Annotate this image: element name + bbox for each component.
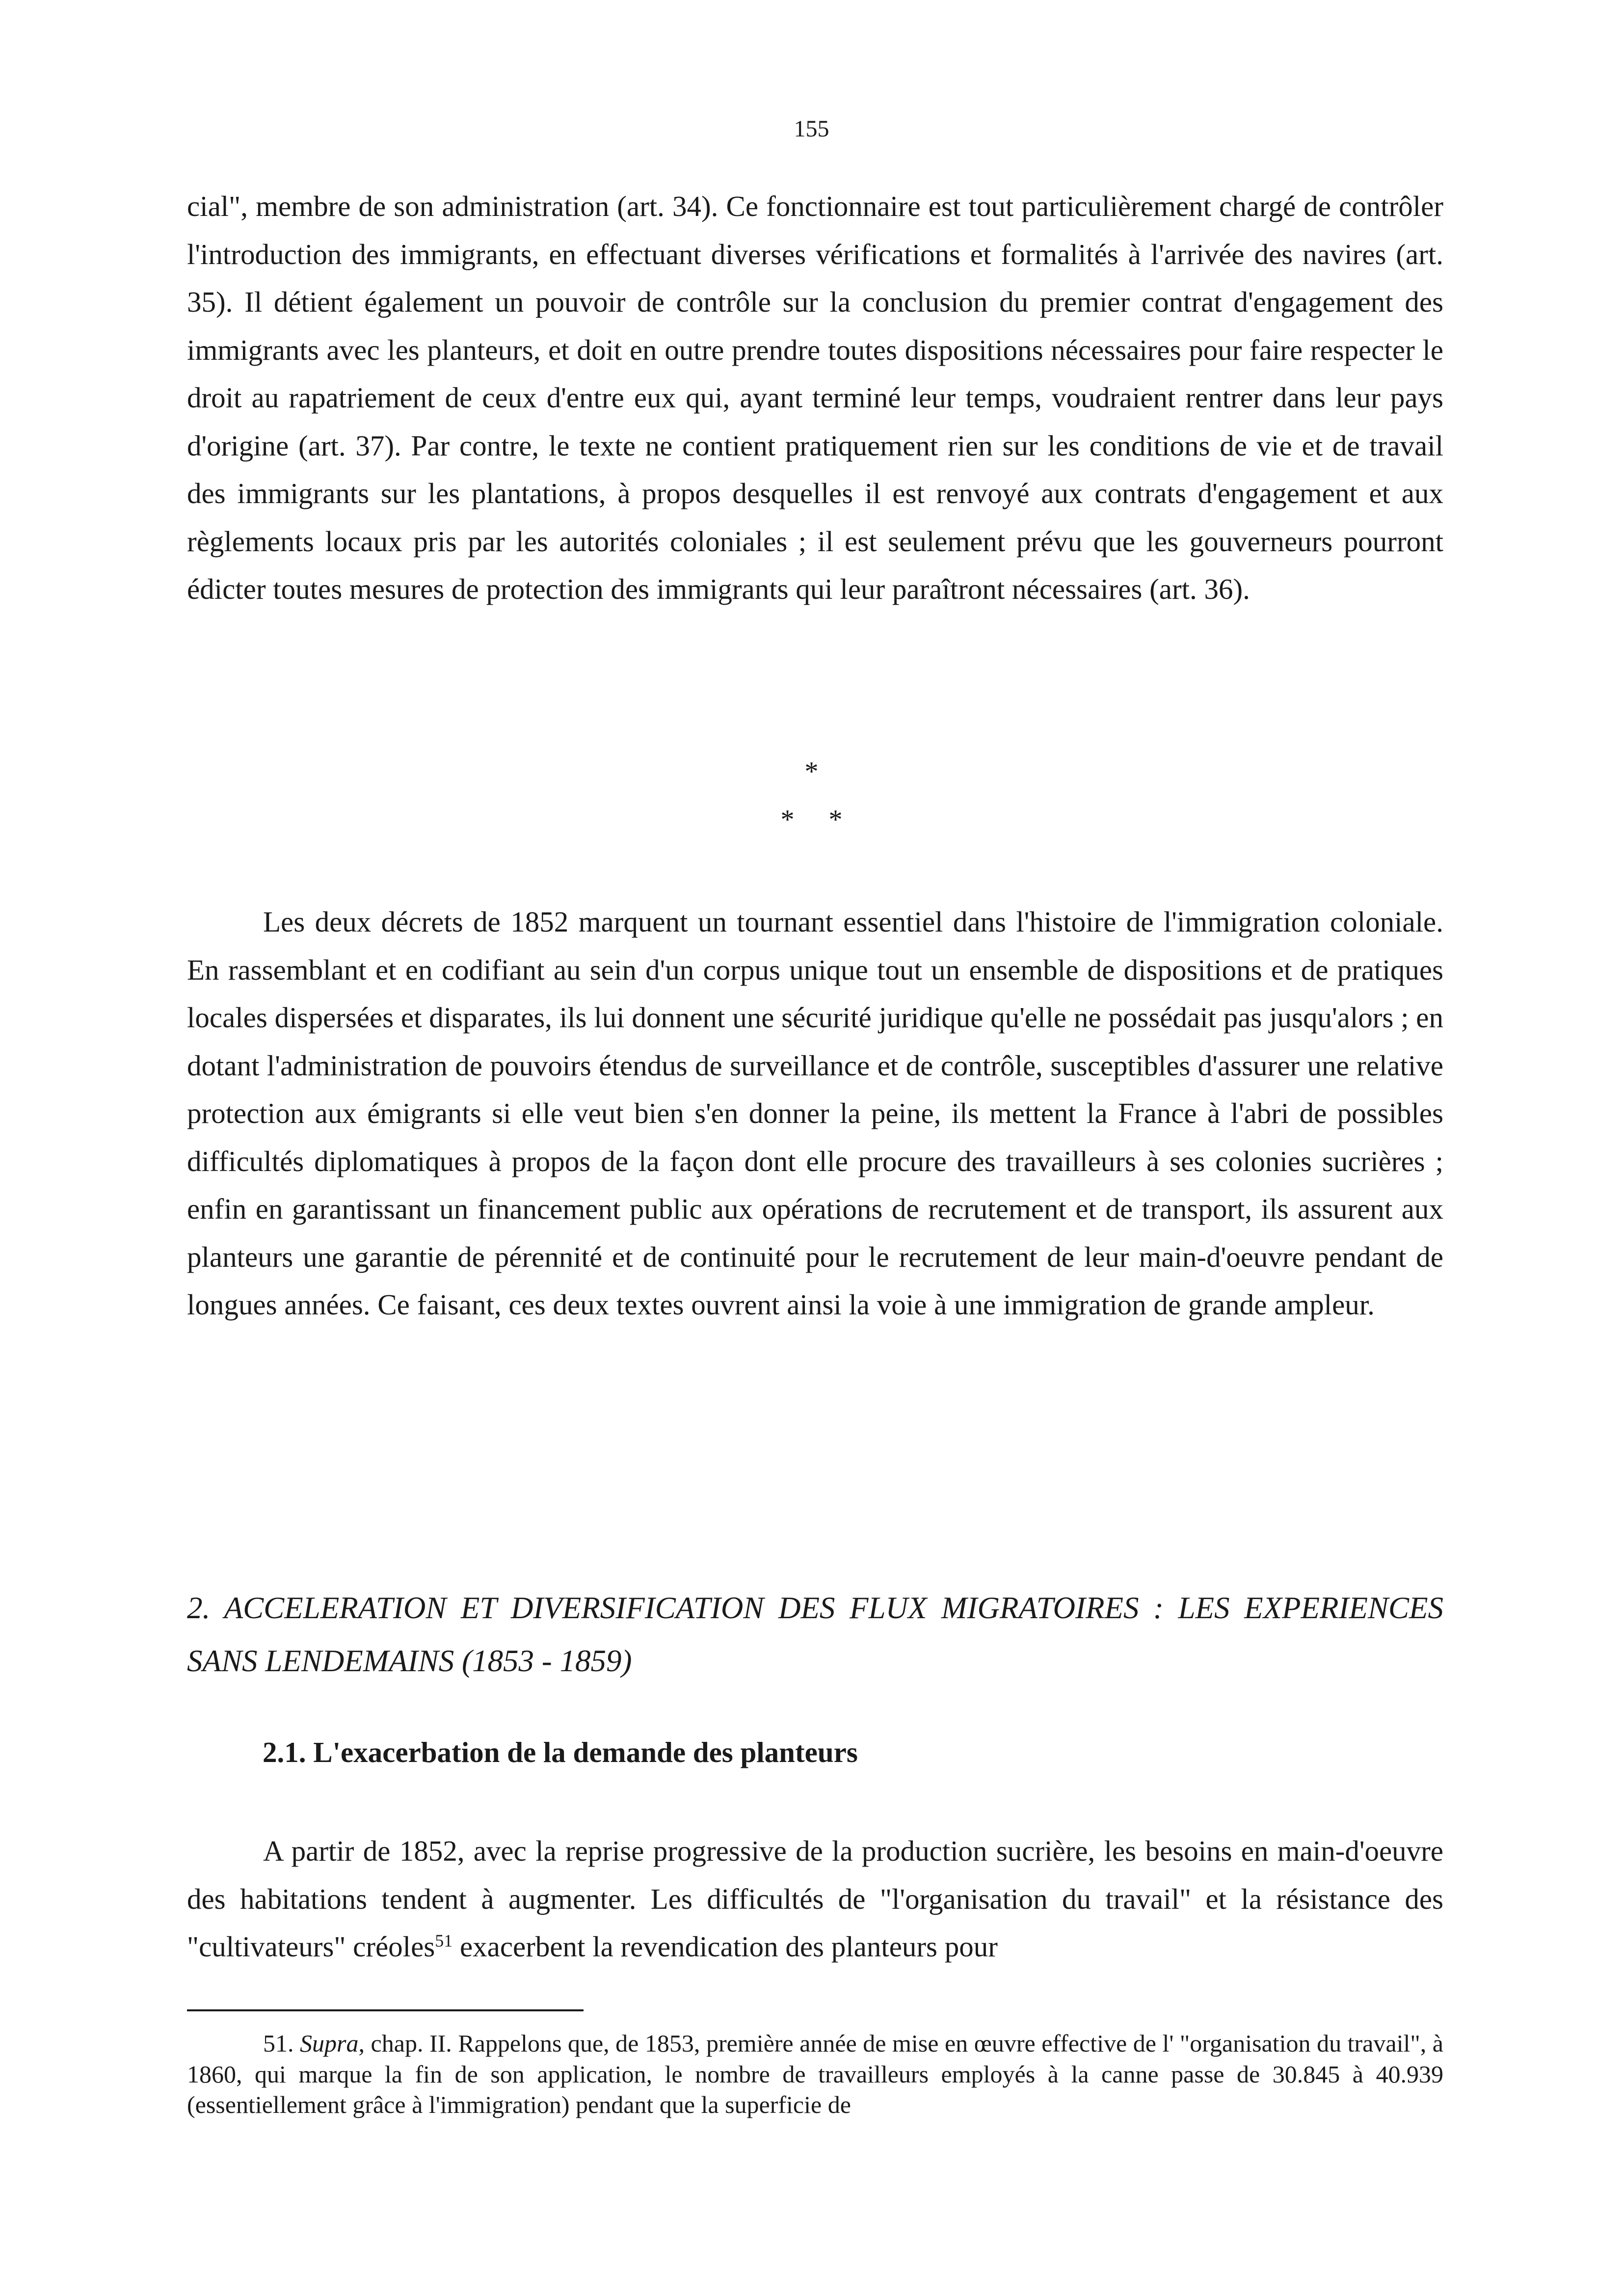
separator-star: * <box>780 804 795 835</box>
section-heading: 2. ACCELERATION ET DIVERSIFICATION DES FLUX MIGRATOIRES : LES EXPERIENCES SANS LENDEMAINS (1853 - 1859) <box>187 1591 1443 1678</box>
subsection-heading: 2.1. L'exacerbation de la demande des planteurs <box>263 1736 858 1768</box>
paragraph-text: exacerbent la revendication des planteurs pour <box>452 1930 998 1963</box>
separator-star: * <box>828 804 843 835</box>
paragraph-decrets: Les deux décrets de 1852 marquent un tournant essentiel dans l'histoire de l'immigration coloniale. En rassemblant et en codifiant au sein d'un corpus unique tout un ensemble de dispositions et de pratiques locales dispersées et disparates, ils lui donnent une sécurité juridique qu'elle ne possédait pas jusqu'alors ; en dotant l'administration de pouvoirs étendus de surveillance et de contrôle, susceptibles d'assurer une relative protection aux émigrants si elle veut bien s'en donner la peine, ils mettent la France à l'abri de possibles difficultés diplomatiques à propos de la façon dont elle procure des travailleurs à ses colonies sucrières ; enfin en garantissant un financement public aux opérations de recrutement et de transport, ils assurent aux planteurs une garantie de pérennité et de continuité pour le recrutement de leur main-d'oeuvre pendant de longues années. Ce faisant, ces deux textes ouvrent ainsi la voie à une immigration de grande ampleur. <box>187 906 1443 1321</box>
page-number: 155 <box>794 116 829 142</box>
paragraph-text: A partir de 1852, avec la reprise progressive de la production sucrière, les besoins en main-d'oeuvre des habitations tendent à augmenter. Les difficultés de "l'organisation du travail" et la résistance des "cultivateurs" créoles <box>187 1835 1443 1963</box>
paragraph-continuation: cial", membre de son administration (art. 34). Ce fonctionnaire est tout particulièrement chargé de contrôler l'introduction des immigrants, en effectuant diverses vérifications et formalités à l'arrivée des navires (art. 35). Il détient également un pouvoir de contrôle sur la conclusion du premier contrat d'engagement des immigrants avec les planteurs, et doit en outre prendre toutes dispositions nécessaires pour faire respecter le droit au rapatriement de ceux d'entre eux qui, ayant terminé leur temps, voudraient rentrer dans leur pays d'origine (art. 37). Par contre, le texte ne contient pratiquement rien sur les conditions de vie et de travail des immigrants sur les plantations, à propos desquelles il est renvoyé aux contrats d'engagement et aux règlements locaux pris par les autorités coloniales ; il est seulement prévu que les gouverneurs pourront édicter toutes mesures de protection des immigrants qui leur paraîtront nécessaires (art. 36). <box>187 190 1443 605</box>
paragraph-demande <box>187 1827 1443 1971</box>
separator-top <box>0 756 1623 787</box>
separator-star: * <box>804 756 819 787</box>
footnote-number: 51. <box>263 2029 294 2057</box>
footnote-reference[interactable]: 51 <box>435 1931 453 1950</box>
footnote-italic: Supra <box>300 2029 359 2057</box>
footnote <box>187 2028 1443 2120</box>
footnote-rule <box>187 2009 584 2011</box>
separator-bottom <box>0 804 1623 835</box>
footnote-text: , chap. II. Rappelons que, de 1853, première année de mise en œuvre effective de l' "organisation du travail", à 1860, qui marque la fin de son application, le nombre de travailleurs employés à la canne passe de 30.845 à 40.939 (essentiellement grâce à l'immigration) pendant que la superficie de <box>187 2029 1443 2119</box>
